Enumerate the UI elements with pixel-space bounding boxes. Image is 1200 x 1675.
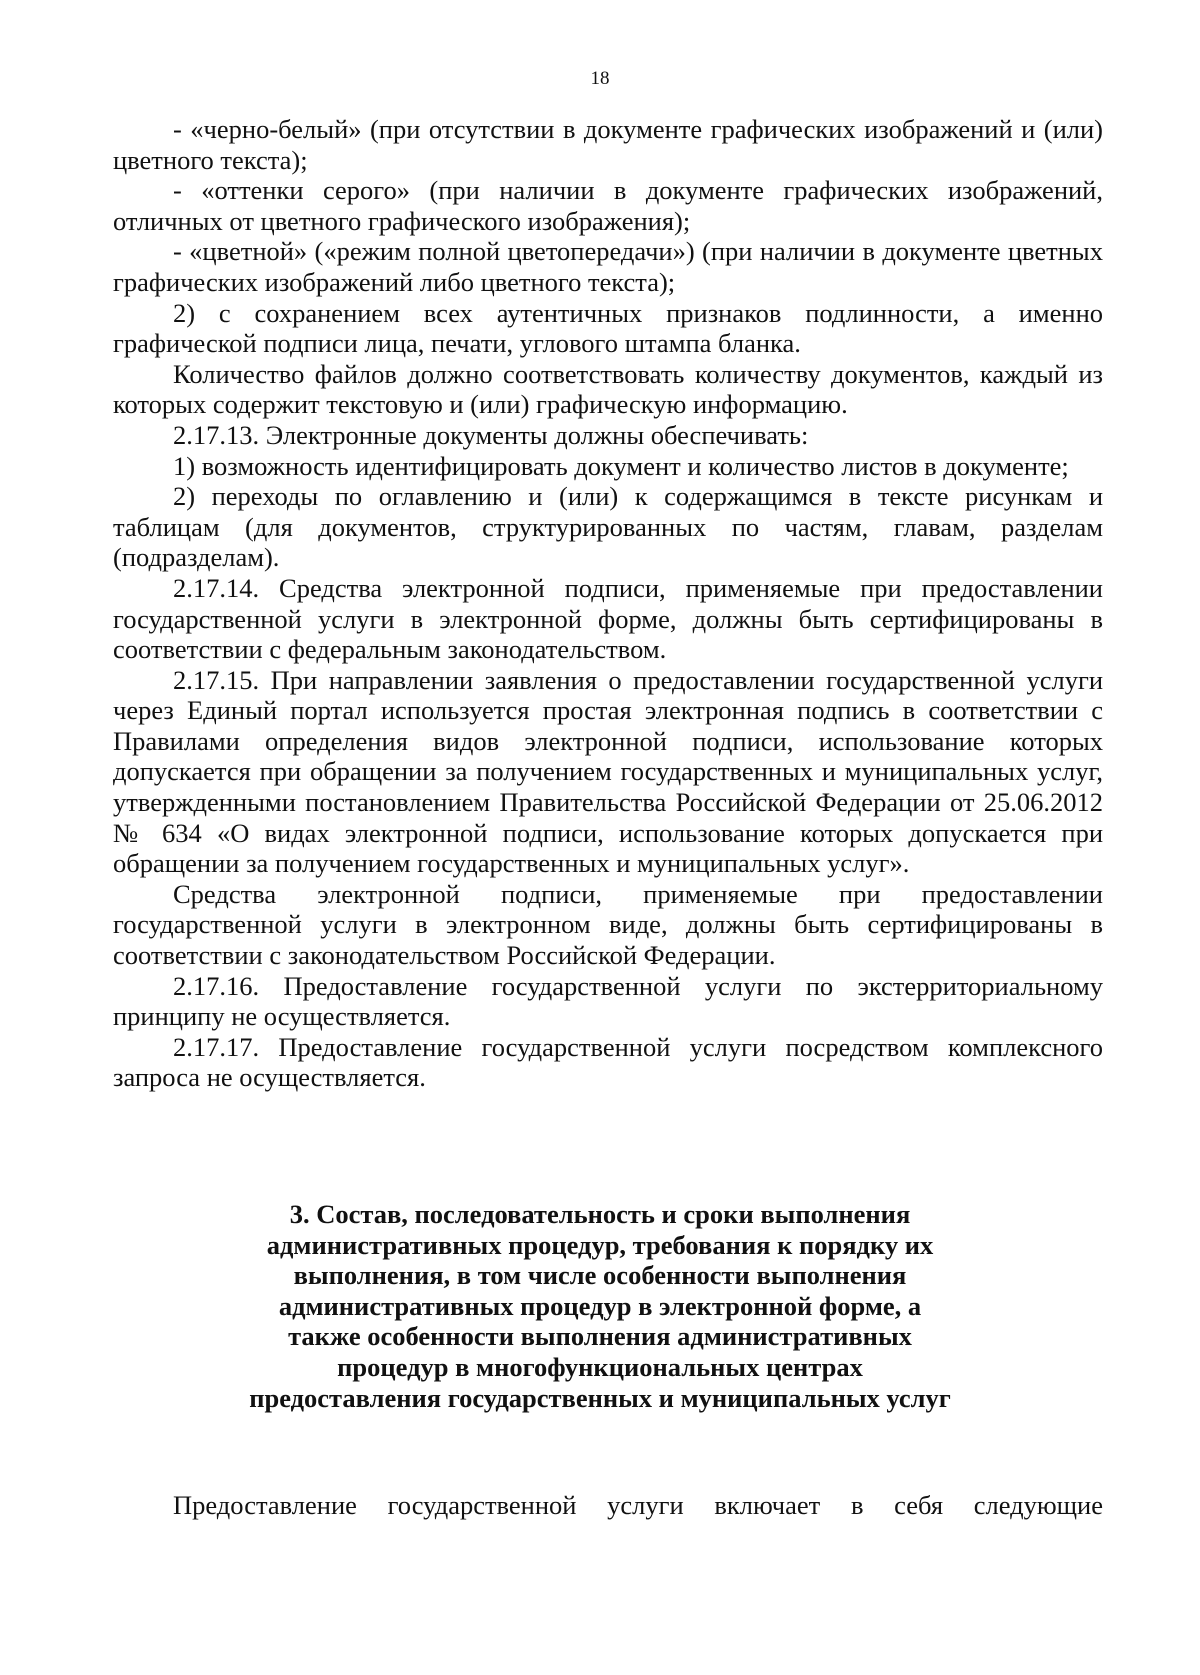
paragraph-2-17-15: 2.17.15. При направлении заявления о предоставлении государственной услуги через Единый портал используется простая электронная подпись в соответствии с Правилами определения видов электронной подписи, использование которых допускается при обращении за получением государственных и муниципальных услуг, утвержденными постановлением Правительства Российской Федерации от 25.06.2012 № 634 «О видах электронной подписи, использование которых допускается при обращении за получением государственных и муниципальных услуг». xyxy=(113,664,1103,879)
paragraph-color-mode-color: - «цветной» («режим полной цветопередачи») (при наличии в документе цветных графических изображений либо цветного текста); xyxy=(113,236,1103,297)
paragraph-authenticity: 2) с сохранением всех аутентичных признаков подлинности, а именно графической подписи лица, печати, углового штампа бланка. xyxy=(113,297,1103,359)
paragraph-2-17-17: 2.17.17. Предоставление государственной услуги посредством комплексного запроса не осуществляется. xyxy=(113,1031,1103,1093)
paragraph-identification: 1) возможность идентифицировать документ и количество листов в документе; xyxy=(173,450,1069,481)
paragraph-2-17-14: 2.17.14. Средства электронной подписи, применяемые при предоставлении государственной услуги в электронной форме, должны быть сертифицированы в соответствии с федеральным законодательством. xyxy=(113,572,1103,665)
paragraph-section-intro: Предоставление государственной услуги включает в себя следующие xyxy=(173,1490,1103,1520)
paragraph-2-17-13: 2.17.13. Электронные документы должны обеспечивать: xyxy=(173,419,809,450)
page-number: 18 xyxy=(590,68,610,89)
paragraph-navigation: 2) переходы по оглавлению и (или) к содержащимся в тексте рисункам и таблицам (для документов, структурированных по частям, главам, разделам (подразделам). xyxy=(113,481,1103,573)
paragraph-color-mode-grayscale: - «оттенки серого» (при наличии в документе графических изображений, отличных от цветного графического изображения); xyxy=(113,175,1103,236)
paragraph-color-mode-bw: - «черно-белый» (при отсутствии в документе графических изображений и (или) цветного текста); xyxy=(113,114,1103,175)
paragraph-2-17-16: 2.17.16. Предоставление государственной услуги по экстерриториальному принципу не осуществляется. xyxy=(113,970,1103,1032)
section-body xyxy=(113,1490,1103,1521)
document-body xyxy=(113,114,1103,1093)
paragraph-signature-tools: Средства электронной подписи, применяемые при предоставлении государственной услуги в электронном виде, должны быть сертифицированы в соответствии с законодательством Российской Федерации. xyxy=(113,878,1103,971)
section-heading: 3. Состав, последовательность и сроки выполнения административных процедур, требования к порядку их выполнения, в том числе особенности выполнения административных процедур в электронной форме, а также особенности выполнения административных процедур в многофункциональных центрах предоставления государственных и муниципальных услуг xyxy=(249,1199,951,1413)
paragraph-file-count: Количество файлов должно соответствовать количеству документов, каждый из которых содержит текстовую и (или) графическую информацию. xyxy=(113,358,1103,420)
